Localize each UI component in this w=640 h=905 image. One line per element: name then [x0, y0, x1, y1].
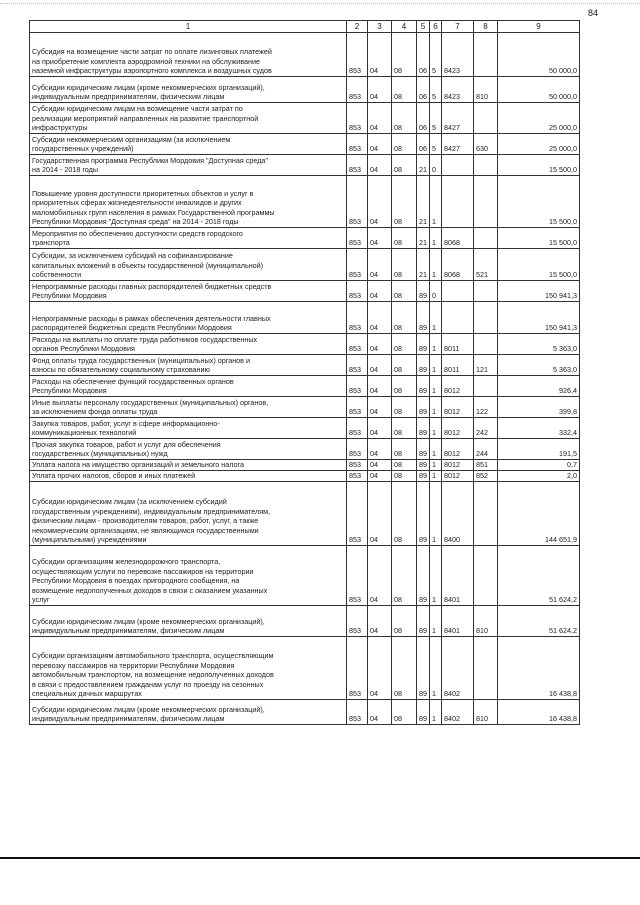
code-cell: 1: [430, 460, 442, 471]
amount-cell: 15 500,0: [498, 228, 580, 249]
code-cell: [474, 103, 498, 134]
code-cell: 853: [347, 355, 368, 376]
name-cell: Прочая закупка товаров, работ и услуг для обеспечения государственных (муниципальных) нужд: [30, 439, 347, 460]
name-cell: Субсидии организациям автомобильного транспорта, осуществляющим перевозку пассажиров на территории Республики Мордовия автомобильным транспортом, на возмещение недополученных доходов в связи с предоставлением гражданам услуг по проезду на сезонных специальных дачных маршрутах: [30, 637, 347, 700]
code-cell: 5: [430, 103, 442, 134]
header-cell: 8: [474, 21, 498, 33]
name-cell: Закупка товаров, работ, услуг в сфере информационно- коммуникационных технологий: [30, 418, 347, 439]
table-row: [30, 302, 580, 334]
name-cell: Субсидии юридическим лицам (кроме некоммерческих организаций), индивидуальным предпринимателям, физическим лицам: [30, 606, 347, 637]
code-cell: 1: [430, 334, 442, 355]
code-cell: 853: [347, 482, 368, 546]
table-row: [30, 228, 580, 249]
code-cell: 04: [368, 77, 392, 103]
name-cell: Непрограммные расходы главных распорядителей бюджетных средств Республики Мордовия: [30, 281, 347, 302]
code-cell: 89: [417, 546, 430, 606]
amount-cell: 191,5: [498, 439, 580, 460]
code-cell: 851: [474, 460, 498, 471]
amount-cell: 150 941,3: [498, 281, 580, 302]
table-row: [30, 637, 580, 700]
code-cell: 8012: [442, 376, 474, 397]
code-cell: 04: [368, 606, 392, 637]
code-cell: 1: [430, 439, 442, 460]
code-cell: 89: [417, 439, 430, 460]
code-cell: 06: [417, 103, 430, 134]
code-cell: 04: [368, 228, 392, 249]
code-cell: 8401: [442, 606, 474, 637]
code-cell: 04: [368, 700, 392, 725]
code-cell: 853: [347, 637, 368, 700]
bottom-rule: [0, 857, 640, 859]
code-cell: 04: [368, 355, 392, 376]
table-row: [30, 103, 580, 134]
code-cell: [474, 637, 498, 700]
table-row: [30, 700, 580, 725]
amount-cell: 5 363,0: [498, 334, 580, 355]
code-cell: 89: [417, 606, 430, 637]
code-cell: 06: [417, 134, 430, 155]
code-cell: 853: [347, 281, 368, 302]
code-cell: 853: [347, 700, 368, 725]
code-cell: 1: [430, 482, 442, 546]
code-cell: 04: [368, 460, 392, 471]
code-cell: 08: [392, 376, 417, 397]
code-cell: [474, 376, 498, 397]
name-cell: Субсидии организациям железнодорожного транспорта, осуществляющим услуги по перевозке пассажиров на территории Республики Мордовия в поездах пригородного сообщения, на возмещение недополученных доходов в связи с оказанием указанных услуг: [30, 546, 347, 606]
code-cell: 853: [347, 228, 368, 249]
code-cell: 89: [417, 700, 430, 725]
table-row: [30, 281, 580, 302]
code-cell: 08: [392, 460, 417, 471]
code-cell: 04: [368, 376, 392, 397]
code-cell: 8400: [442, 482, 474, 546]
table-row: [30, 33, 580, 77]
code-cell: 8012: [442, 471, 474, 482]
code-cell: 1: [430, 606, 442, 637]
header-cell: 2: [347, 21, 368, 33]
code-cell: 04: [368, 155, 392, 176]
code-cell: 853: [347, 33, 368, 77]
code-cell: 21: [417, 155, 430, 176]
code-cell: 810: [474, 700, 498, 725]
code-cell: 04: [368, 471, 392, 482]
code-cell: 8401: [442, 546, 474, 606]
code-cell: 244: [474, 439, 498, 460]
code-cell: 04: [368, 482, 392, 546]
code-cell: 8011: [442, 355, 474, 376]
code-cell: 8402: [442, 700, 474, 725]
code-cell: 06: [417, 33, 430, 77]
name-cell: Субсидии некоммерческим организациям (за исключением государственных учреждений): [30, 134, 347, 155]
code-cell: 1: [430, 376, 442, 397]
code-cell: 853: [347, 471, 368, 482]
code-cell: 08: [392, 418, 417, 439]
code-cell: 08: [392, 546, 417, 606]
code-cell: 21: [417, 176, 430, 228]
code-cell: 8068: [442, 228, 474, 249]
amount-cell: 926,4: [498, 376, 580, 397]
code-cell: 04: [368, 546, 392, 606]
code-cell: 853: [347, 418, 368, 439]
table-row: [30, 334, 580, 355]
code-cell: 04: [368, 103, 392, 134]
table-row: [30, 77, 580, 103]
code-cell: 08: [392, 134, 417, 155]
code-cell: [474, 546, 498, 606]
code-cell: [474, 33, 498, 77]
code-cell: 0: [430, 155, 442, 176]
table-row: [30, 249, 580, 281]
code-cell: 89: [417, 376, 430, 397]
code-cell: 8012: [442, 397, 474, 418]
code-cell: 853: [347, 176, 368, 228]
code-cell: 89: [417, 637, 430, 700]
code-cell: 853: [347, 302, 368, 334]
code-cell: 08: [392, 700, 417, 725]
table-row: [30, 482, 580, 546]
code-cell: 08: [392, 302, 417, 334]
name-cell: Уплата прочих налогов, сборов и иных платежей: [30, 471, 347, 482]
code-cell: 5: [430, 134, 442, 155]
table-row: [30, 606, 580, 637]
code-cell: 21: [417, 228, 430, 249]
code-cell: 08: [392, 439, 417, 460]
code-cell: [474, 155, 498, 176]
header-cell: 6: [430, 21, 442, 33]
table-row: [30, 397, 580, 418]
amount-cell: 15 500,0: [498, 155, 580, 176]
amount-cell: 16 438,8: [498, 700, 580, 725]
code-cell: 08: [392, 397, 417, 418]
code-cell: 630: [474, 134, 498, 155]
code-cell: [474, 482, 498, 546]
table-row: [30, 546, 580, 606]
code-cell: 04: [368, 134, 392, 155]
code-cell: 1: [430, 397, 442, 418]
code-cell: 89: [417, 460, 430, 471]
code-cell: [474, 228, 498, 249]
code-cell: 04: [368, 439, 392, 460]
amount-cell: 51 624,2: [498, 606, 580, 637]
amount-cell: 2,0: [498, 471, 580, 482]
code-cell: 1: [430, 546, 442, 606]
code-cell: 5: [430, 33, 442, 77]
code-cell: 04: [368, 302, 392, 334]
code-cell: 853: [347, 376, 368, 397]
name-cell: Иные выплаты персоналу государственных (муниципальных) органов, за исключением фонда оплаты труда: [30, 397, 347, 418]
code-cell: 1: [430, 302, 442, 334]
name-cell: Субсидии юридическим лицам на возмещение части затрат по реализации мероприятий направленных на развитие транспортной инфраструктуры: [30, 103, 347, 134]
amount-cell: 25 000,0: [498, 103, 580, 134]
code-cell: 06: [417, 77, 430, 103]
code-cell: 853: [347, 546, 368, 606]
code-cell: [442, 155, 474, 176]
code-cell: [442, 176, 474, 228]
name-cell: Мероприятия по обеспечению доступности средств городского транспорта: [30, 228, 347, 249]
code-cell: 08: [392, 33, 417, 77]
top-dotted-line: [0, 3, 640, 4]
header-cell: 7: [442, 21, 474, 33]
name-cell: Государственная программа Республики Мордовия "Доступная среда" на 2014 - 2018 годы: [30, 155, 347, 176]
code-cell: 8012: [442, 460, 474, 471]
code-cell: 810: [474, 606, 498, 637]
code-cell: 04: [368, 418, 392, 439]
header-cell: 3: [368, 21, 392, 33]
table-row: [30, 134, 580, 155]
table-row: [30, 355, 580, 376]
amount-cell: 50 000,0: [498, 33, 580, 77]
amount-cell: 150 941,3: [498, 302, 580, 334]
code-cell: [474, 176, 498, 228]
code-cell: 89: [417, 397, 430, 418]
code-cell: 853: [347, 155, 368, 176]
code-cell: 89: [417, 281, 430, 302]
amount-cell: 5 363,0: [498, 355, 580, 376]
table-row: [30, 471, 580, 482]
name-cell: Расходы на обеспечение функций государственных органов Республики Мордовия: [30, 376, 347, 397]
code-cell: 89: [417, 302, 430, 334]
code-cell: 04: [368, 33, 392, 77]
code-cell: 08: [392, 281, 417, 302]
code-cell: 8012: [442, 439, 474, 460]
code-cell: 04: [368, 397, 392, 418]
code-cell: 89: [417, 471, 430, 482]
header-cell: 1: [30, 21, 347, 33]
code-cell: [474, 281, 498, 302]
code-cell: 853: [347, 397, 368, 418]
name-cell: Субсидии юридическим лицам (кроме некоммерческих организаций), индивидуальным предпринимателям, физическим лицам: [30, 700, 347, 725]
name-cell: Повышение уровня доступности приоритетных объектов и услуг в приоритетных сферах жизнедеятельности инвалидов и других маломобильных групп населения в рамках Государственной программы Республики Мордовия "Доступная среда" на 2014 - 2018 годы: [30, 176, 347, 228]
code-cell: 122: [474, 397, 498, 418]
code-cell: 08: [392, 355, 417, 376]
name-cell: Непрограммные расходы в рамках обеспечения деятельности главных распорядителей бюджетных средств Республики Мордовия: [30, 302, 347, 334]
table-row: [30, 460, 580, 471]
amount-cell: 51 624,2: [498, 546, 580, 606]
code-cell: 853: [347, 439, 368, 460]
code-cell: 853: [347, 249, 368, 281]
code-cell: 21: [417, 249, 430, 281]
code-cell: 242: [474, 418, 498, 439]
code-cell: 8012: [442, 418, 474, 439]
table-row: [30, 439, 580, 460]
code-cell: 1: [430, 637, 442, 700]
name-cell: Расходы на выплаты по оплате труда работников государственных органов Республики Мордовия: [30, 334, 347, 355]
code-cell: 5: [430, 77, 442, 103]
code-cell: 8427: [442, 134, 474, 155]
code-cell: 1: [430, 418, 442, 439]
code-cell: 08: [392, 606, 417, 637]
code-cell: 1: [430, 355, 442, 376]
name-cell: Субсидия на возмещение части затрат по оплате лизинговых платежей на приобретение комплекта аэродромной техники на обслуживание наземной инфраструктуры аэропортного комплекса и воздушных судов: [30, 33, 347, 77]
amount-cell: 50 000,0: [498, 77, 580, 103]
code-cell: 89: [417, 418, 430, 439]
amount-cell: 399,8: [498, 397, 580, 418]
code-cell: 121: [474, 355, 498, 376]
amount-cell: 332,4: [498, 418, 580, 439]
code-cell: 08: [392, 334, 417, 355]
code-cell: 04: [368, 334, 392, 355]
amount-cell: 15 500,0: [498, 176, 580, 228]
code-cell: 08: [392, 228, 417, 249]
code-cell: 08: [392, 482, 417, 546]
code-cell: 08: [392, 249, 417, 281]
code-cell: 08: [392, 471, 417, 482]
name-cell: Субсидии юридическим лицам (кроме некоммерческих организаций), индивидуальным предпринимателям, физическим лицам: [30, 77, 347, 103]
table-row: [30, 176, 580, 228]
code-cell: 89: [417, 355, 430, 376]
code-cell: 1: [430, 700, 442, 725]
code-cell: 1: [430, 249, 442, 281]
code-cell: 08: [392, 155, 417, 176]
code-cell: 1: [430, 228, 442, 249]
code-cell: 8402: [442, 637, 474, 700]
amount-cell: 16 438,8: [498, 637, 580, 700]
code-cell: 853: [347, 606, 368, 637]
code-cell: [474, 302, 498, 334]
code-cell: 08: [392, 77, 417, 103]
code-cell: 852: [474, 471, 498, 482]
budget-table: [29, 20, 580, 725]
amount-cell: 25 000,0: [498, 134, 580, 155]
table-row: [30, 376, 580, 397]
code-cell: 853: [347, 460, 368, 471]
code-cell: 853: [347, 103, 368, 134]
code-cell: 08: [392, 637, 417, 700]
code-cell: 8423: [442, 77, 474, 103]
name-cell: Фонд оплаты труда государственных (муниципальных) органов и взносы по обязательному социальному страхованию: [30, 355, 347, 376]
amount-cell: 0,7: [498, 460, 580, 471]
amount-cell: 144 651,9: [498, 482, 580, 546]
code-cell: 08: [392, 103, 417, 134]
code-cell: [442, 302, 474, 334]
code-cell: 04: [368, 176, 392, 228]
code-cell: 04: [368, 249, 392, 281]
code-cell: 853: [347, 134, 368, 155]
header-cell: 9: [498, 21, 580, 33]
code-cell: 521: [474, 249, 498, 281]
code-cell: 8423: [442, 33, 474, 77]
name-cell: Уплата налога на имущество организаций и земельного налога: [30, 460, 347, 471]
table-header-row: [30, 21, 580, 33]
code-cell: 8427: [442, 103, 474, 134]
header-cell: 4: [392, 21, 417, 33]
code-cell: [442, 281, 474, 302]
code-cell: 8011: [442, 334, 474, 355]
code-cell: 1: [430, 176, 442, 228]
name-cell: Субсидии юридическим лицам (за исключением субсидий государственным учреждениям), индивидуальным предпринимателям, физическим лицам - производителям товаров, работ, услуг, а также некоммерческим организациям, не являющимся государственными (муниципальными) учреждениями: [30, 482, 347, 546]
page-number: 84: [588, 8, 599, 18]
code-cell: 853: [347, 334, 368, 355]
table-row: [30, 155, 580, 176]
table-row: [30, 418, 580, 439]
code-cell: 810: [474, 77, 498, 103]
code-cell: 08: [392, 176, 417, 228]
header-cell: 5: [417, 21, 430, 33]
code-cell: 89: [417, 482, 430, 546]
code-cell: 04: [368, 281, 392, 302]
code-cell: 89: [417, 334, 430, 355]
code-cell: 04: [368, 637, 392, 700]
code-cell: 0: [430, 281, 442, 302]
code-cell: [474, 334, 498, 355]
amount-cell: 15 500,0: [498, 249, 580, 281]
code-cell: 853: [347, 77, 368, 103]
name-cell: Субсидии, за исключением субсидий на софинансирование капитальных вложений в объекты государственной (муниципальной) собственности: [30, 249, 347, 281]
code-cell: 8068: [442, 249, 474, 281]
code-cell: 1: [430, 471, 442, 482]
